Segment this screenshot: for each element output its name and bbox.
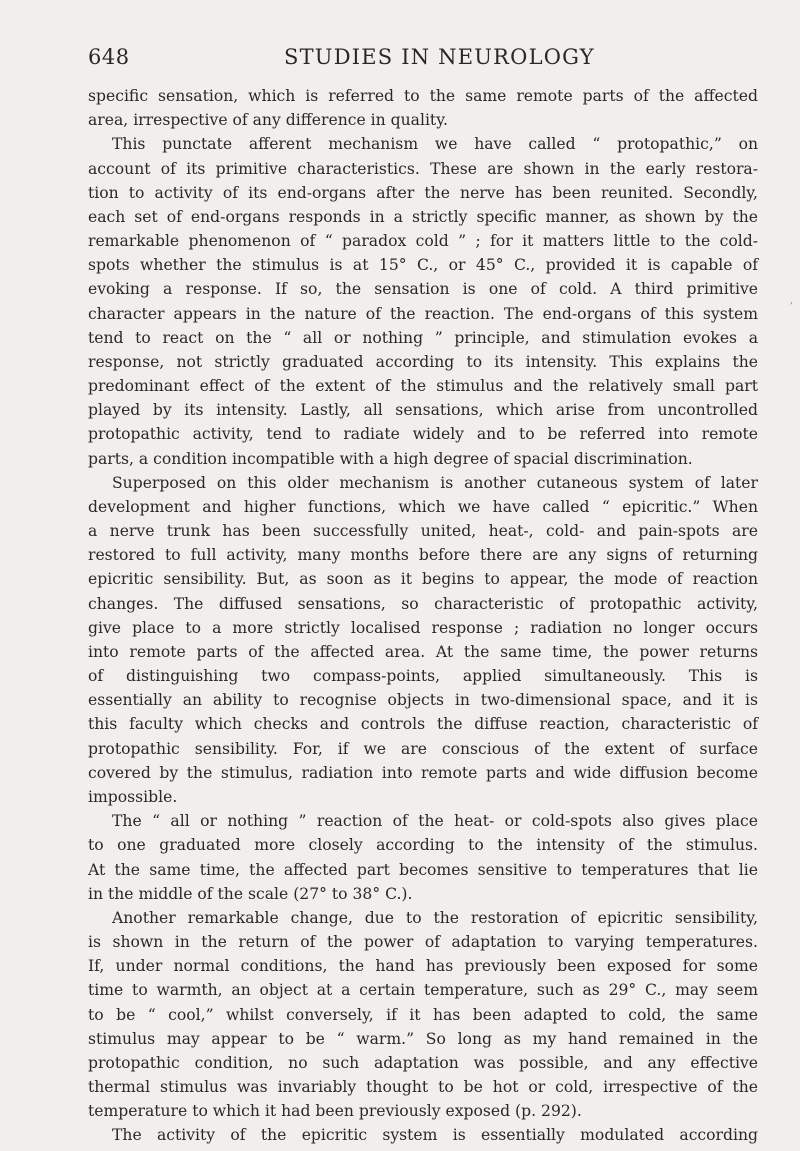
- running-title: STUDIES IN NEUROLOGY: [284, 45, 595, 69]
- text-line: predominant effect of the extent of the stimulus and the relatively small part: [88, 377, 758, 396]
- text-line: The “ all or nothing ” reaction of the heat- or cold-spots also gives place: [112, 812, 758, 831]
- text-line: this faculty which checks and controls the diffuse reaction, characteristic of: [88, 715, 758, 734]
- text-line: covered by the stimulus, radiation into remote parts and wide diffusion become: [88, 763, 758, 782]
- text-line: account of its primitive characteristics. These are shown in the early restora-: [88, 159, 758, 178]
- text-line: development and higher functions, which we have called “ epicritic.” When: [88, 497, 758, 516]
- text-line: of distinguishing two compass-points, applied simultaneously. This is: [88, 667, 758, 686]
- text-line: played by its intensity. Lastly, all sensations, which arise from uncontrolled: [88, 401, 758, 420]
- text-line: Superposed on this older mechanism is another cutaneous system of later: [112, 473, 758, 492]
- text-line: protopathic activity, tend to radiate widely and to be referred into remote: [88, 425, 758, 444]
- text-line: in the middle of the scale (27° to 38° C.).: [88, 884, 413, 903]
- text-line: changes. The diffused sensations, so characteristic of protopathic activity,: [88, 594, 758, 613]
- text-line: restored to full activity, many months before there are any signs of returning: [88, 546, 758, 565]
- text-line: is shown in the return of the power of adaptation to varying temperatures.: [88, 933, 758, 952]
- text-line: protopathic sensibility. For, if we are conscious of the extent of surface: [88, 739, 758, 758]
- text-line: spots whether the stimulus is at 15° C., or 45° C., provided it is capable of: [88, 256, 758, 275]
- text-line: temperature to which it had been previously exposed (p. 292).: [88, 1102, 582, 1121]
- margin-mark: ,: [790, 295, 794, 306]
- text-line: to one graduated more closely according to the intensity of the stimulus.: [88, 836, 758, 855]
- text-line: This punctate afferent mechanism we have called “ protopathic,” on: [112, 135, 758, 154]
- text-line: time to warmth, an object at a certain temperature, such as 29° C., may seem: [88, 981, 758, 1000]
- text-line: Another remarkable change, due to the restoration of epicritic sensibility,: [112, 908, 758, 927]
- text-line: tion to activity of its end-organs after the nerve has been reunited. Secondly,: [88, 183, 758, 202]
- text-line: protopathic condition, no such adaptation was possible, and any effective: [88, 1053, 758, 1072]
- text-line: essentially an ability to recognise objects in two-dimensional space, and it is: [88, 691, 758, 710]
- text-line: At the same time, the affected part becomes sensitive to temperatures that lie: [88, 860, 758, 879]
- text-line: tend to react on the “ all or nothing ” principle, and stimulation evokes a: [88, 328, 758, 347]
- text-line: evoking a response. If so, the sensation is one of cold. A third primitive: [88, 280, 758, 299]
- text-line: thermal stimulus was invariably thought to be hot or cold, irrespective of the: [88, 1078, 758, 1097]
- running-head: [88, 45, 742, 77]
- text-line: impossible.: [88, 787, 178, 806]
- body-text: [88, 84, 758, 1148]
- text-line: If, under normal conditions, the hand has previously been exposed for some: [88, 957, 758, 976]
- text-line: area, irrespective of any difference in quality.: [88, 111, 448, 130]
- text-line: The activity of the epicritic system is essentially modulated according: [112, 1126, 758, 1145]
- text-line: parts, a condition incompatible with a high degree of spacial discrimination.: [88, 449, 693, 468]
- text-line: remarkable phenomenon of “ paradox cold ” ; for it matters little to the cold-: [88, 232, 758, 251]
- text-line: give place to a more strictly localised response ; radiation no longer occurs: [88, 618, 758, 637]
- text-line: a nerve trunk has been successfully united, heat-, cold- and pain-spots are: [88, 522, 758, 541]
- text-line: epicritic sensibility. But, as soon as it begins to appear, the mode of reaction: [88, 570, 758, 589]
- text-line: to be “ cool,” whilst conversely, if it has been adapted to cold, the same: [88, 1005, 758, 1024]
- text-line: each set of end-organs responds in a strictly specific manner, as shown by the: [88, 207, 758, 226]
- text-line: character appears in the nature of the reaction. The end-organs of this system: [88, 304, 758, 323]
- page-number: 648: [88, 45, 130, 69]
- text-line: response, not strictly graduated according to its intensity. This explains the: [88, 352, 758, 371]
- text-line: specific sensation, which is referred to the same remote parts of the affected: [88, 87, 758, 105]
- text-line: into remote parts of the affected area. At the same time, the power returns: [88, 642, 758, 661]
- text-line: stimulus may appear to be “ warm.” So long as my hand remained in the: [88, 1029, 758, 1048]
